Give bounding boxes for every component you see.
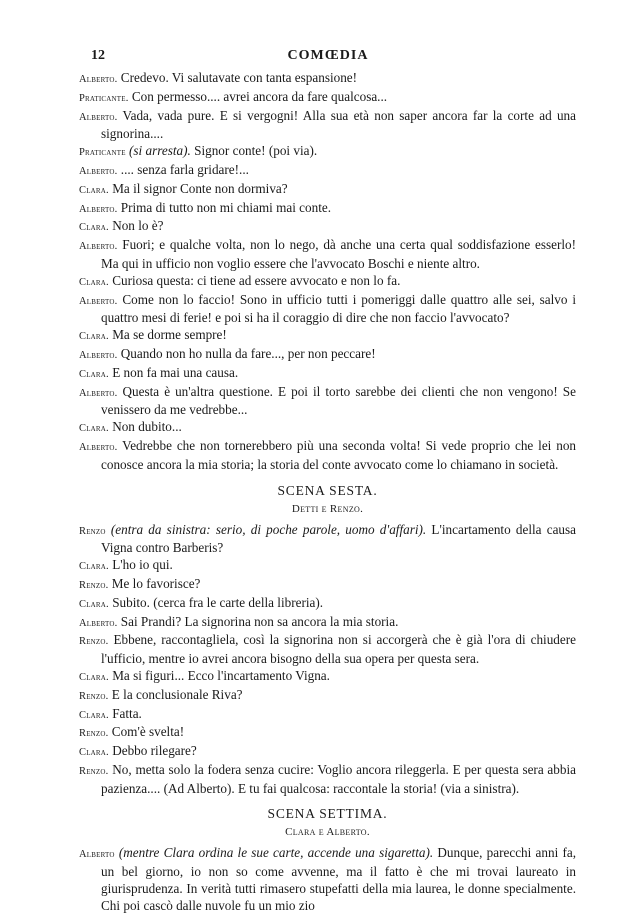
line-text: Ma se dorme sempre! [112,327,227,343]
dialogue-line [79,845,576,914]
dialogue-line [79,576,576,595]
line-text: Con permesso.... avrei ancora da fare qualcosa... [131,88,388,104]
line-text: Questa è un'altra questione. E poi il torto sarebbe dei clienti che non vengono! Se venissero da me vedrebbe... [101,383,576,418]
dialogue-line [79,384,576,420]
speaker-name: Alberto. [79,111,118,123]
line-text: Prima di tutto non mi chiami mai conte. [120,199,332,215]
dialogue-line [79,89,576,108]
line-text: Com'è svelta! [111,724,185,740]
dialogue-line [79,237,576,273]
line-text: L'ho io qui. [112,557,173,573]
speaker-name: Clara. [79,331,109,343]
dialogue-line [79,614,576,633]
speaker-name: Alberto. [79,74,118,85]
dialogue-line [79,346,576,365]
line-text: Dunque, parecchi anni fa, un bel giorno, io non so come avvenne, ma il fatto è che mi trovai laureato in giurisprudenza. In verità tutti rimasero stupefatti della mia laurea, le donne specialmente. Chi poi cascò dalle nuvole fu un mio zio [101,845,576,913]
dialogue-line [79,706,576,725]
dialogue-line [79,419,576,438]
line-text: Quando non ho nulla da fare..., per non peccare! [120,345,376,361]
line-text: Curiosa questa: ci tiene ad essere avvocato e non lo fa. [112,272,401,288]
dialogue-line [79,668,576,687]
line-text: Non dubito... [112,419,182,435]
dialogue-line [79,687,576,706]
dialogue-line [79,273,576,292]
speaker-name: Renzo. [79,579,109,591]
line-text: Come non lo faccio! Sono in ufficio tutti i pomeriggi dalle quattro alle sei, salvo i quattro mesi di ferie! e poi si ha il coraggio di dire che non faccio l'avvocato? [101,291,576,326]
journal-title: COMŒDIA [287,48,369,63]
line-text: Fuori; e qualche volta, non lo nego, dà anche una certa qual soddisfazione esserlo! Ma qui in ufficio non voglio essere che l'avvocato Boschi e niente altro. [101,237,576,271]
speaker-name: Clara. [79,709,109,721]
speaker-name: Alberto. [79,387,118,399]
speaker-name: Alberto. [79,617,118,629]
dialogue-line [79,522,576,558]
speaker-name: Alberto. [79,441,118,453]
speaker-name: Clara. [79,423,109,435]
dialogue-line [79,743,576,762]
line-text: Non lo è? [112,218,164,234]
line-text: Signor conte! (poi via). [194,143,318,159]
speaker-name: Alberto. [79,165,118,177]
dialogue-line [79,595,576,614]
page-number: 12 [91,48,105,63]
play-text [79,70,576,915]
line-text: Credevo. Vi salutavate con tanta espansione! [120,70,358,85]
line-text: E non fa mai una causa. [112,364,239,380]
dialogue-line [79,218,576,237]
dialogue-line [79,724,576,743]
speaker-name: Clara. [79,184,109,196]
dialogue-line [79,143,576,162]
scene-title-settima: SCENA SETTIMA. [267,806,388,822]
stage-direction: (si arresta). [129,143,191,159]
speaker-name: Alberto. [79,241,118,253]
dialogue-line [79,162,576,181]
speaker-name: Renzo [79,525,106,537]
speaker-name: Renzo. [79,765,109,777]
dialogue-line [79,292,576,328]
stage-direction: (mentre Clara ordina le sue carte, accende una sigaretta). [118,845,434,861]
speaker-name: Clara. [79,222,109,234]
line-text: Me lo favorisce? [111,575,201,591]
dialogue-line [79,327,576,346]
line-text: Vedrebbe che non tornerebbero più una seconda volta! Si vede proprio che lei non conosce ancora la mia storia; la storia del conte avvocato come lo chiamano in società. [101,437,577,472]
dialogue-block-1 [79,70,576,474]
line-text: .... senza farla gridare!... [120,161,249,177]
dialogue-block-2 [79,522,576,798]
line-text: E la conclusionale Riva? [111,686,243,702]
speaker-name: Renzo. [79,728,109,740]
speaker-name: Clara. [79,598,109,610]
speaker-name: Renzo. [79,690,109,702]
speaker-name: Alberto. [79,349,118,361]
scene-cast-settima: Clara e Alberto. [285,826,370,839]
scene-title-sesta: SCENA SESTA. [277,482,378,498]
stage-direction: (entra da sinistra: serio, di poche parole, uomo d'affari). [110,521,427,537]
speaker-name: Clara. [79,747,109,759]
speaker-name: Alberto [79,849,115,861]
dialogue-line [79,438,576,474]
speaker-name: Clara. [79,561,109,573]
speaker-name: Praticante [79,147,126,159]
line-text: Sai Prandi? La signorina non sa ancora la mia storia. [120,613,399,629]
line-text: No, metta solo la fodera senza cucire: Voglio ancora rileggerla. E per questa sera abbia pazienza.... (Ad Alberto). E tu fai qualcosa: raccontale la storia! (via a sinistra). [101,761,576,796]
line-text: Subito. (cerca fra le carte della libreria). [112,594,324,610]
dialogue-line [79,557,576,576]
line-text: Fatta. [112,705,142,721]
speaker-name: Alberto. [79,203,118,215]
dialogue-line [79,70,576,89]
dialogue-line [79,632,576,668]
line-text: Debbo rilegare? [112,743,197,759]
scene-cast-sesta: Detti e Renzo. [291,502,364,515]
dialogue-line [79,365,576,384]
line-text: Ma il signor Conte non dormiva? [112,180,288,196]
dialogue-line [79,181,576,200]
dialogue-block-3 [79,845,576,914]
speaker-name: Praticante. [79,92,129,104]
line-text: Ebbene, raccontagliela, così la signorina non si accorgerà che è già l'ora di chiudere l'ufficio, mentre io avrei ancora bisogno della sua opera per questa sera. [101,632,576,667]
dialogue-line [79,108,576,144]
speaker-name: Clara. [79,276,109,288]
line-text: Vada, vada pure. E si vergogni! Alla sua età non saper ancora far la corte ad una signorina.... [101,107,576,142]
speaker-name: Clara. [79,671,109,683]
speaker-name: Clara. [79,368,109,380]
dialogue-line [79,762,576,798]
page-header [83,48,573,68]
dialogue-line [79,200,576,219]
speaker-name: Renzo. [79,636,109,648]
line-text: Ma si figuri... Ecco l'incartamento Vigna. [112,667,330,683]
line-text: L'incartamento della causa Vigna contro Barberis? [101,521,576,556]
speaker-name: Alberto. [79,295,118,307]
